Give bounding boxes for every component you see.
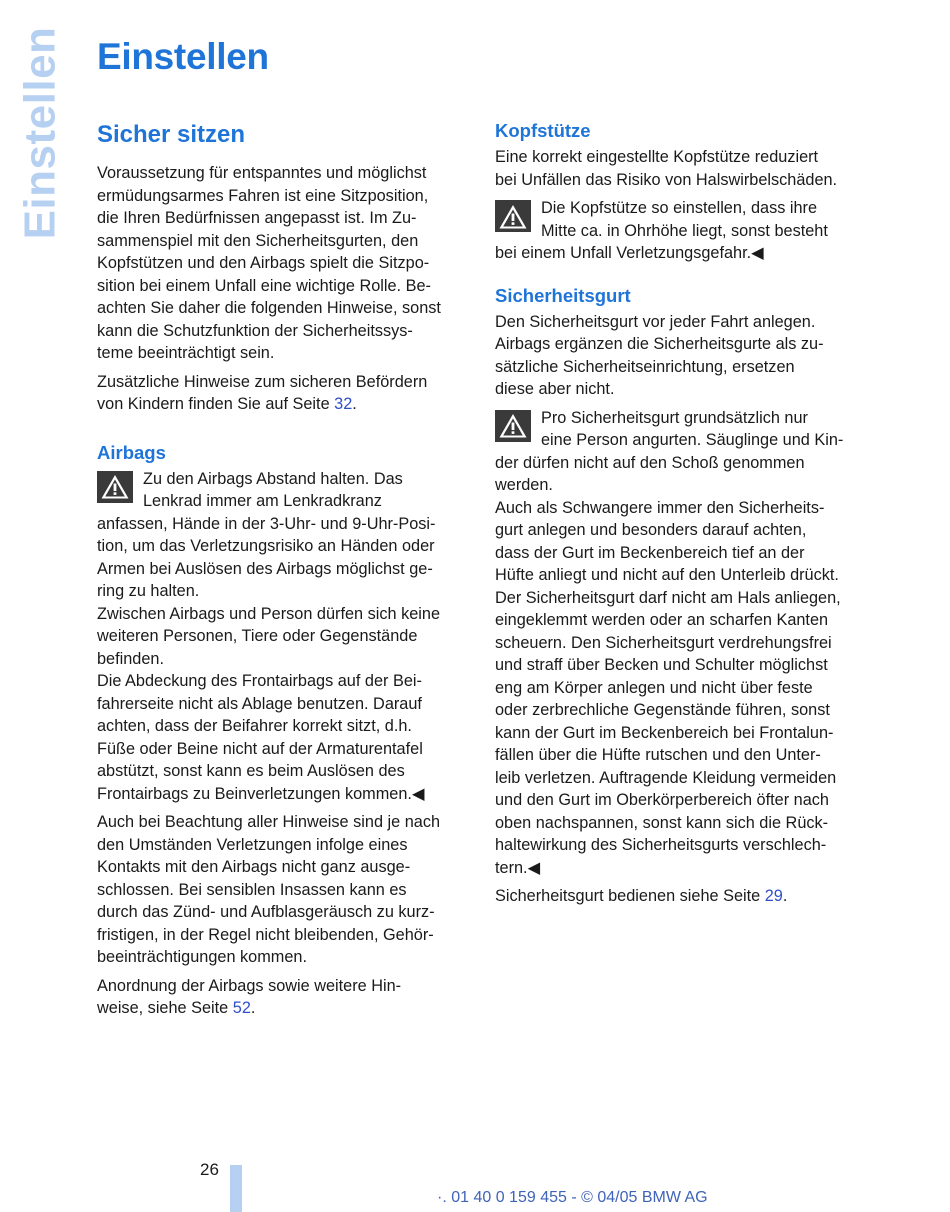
text-fragment: Sicherheitsgurt bedienen siehe Seite	[495, 887, 765, 905]
text-line: durch das Zünd- und Aufblasgeräusch zu kurz-	[97, 903, 435, 921]
text-line: befinden.	[97, 649, 164, 668]
text-line: Eine korrekt eingestellte Kopfstütze reduziert	[495, 148, 819, 166]
text-line: Hüfte anliegt und nicht auf den Unterleib drückt.	[495, 566, 839, 584]
text-line	[495, 885, 870, 908]
text-line: Anordnung der Airbags sowie weitere Hin-	[97, 976, 402, 995]
text-line: achten Sie daher die folgenden Hinweise, sonst	[97, 299, 441, 317]
text-line	[97, 783, 469, 806]
text-line: die Ihren Bedürfnissen angepasst ist. Im Zu-	[97, 209, 417, 227]
text-line: tion, um das Verletzungsrisiko an Händen oder	[97, 537, 435, 555]
text-line: sätzliche Sicherheitseinrichtung, ersetzen	[495, 357, 795, 376]
text-line: Zwischen Airbags und Person dürfen sich keine	[97, 604, 441, 623]
text-line: fahrerseite nicht als Ablage benutzen. Darauf	[97, 694, 422, 713]
text-line: Auch als Schwangere immer den Sicherheits-	[495, 498, 825, 517]
text-line: Kontakts mit den Airbags nicht ganz ausge-	[97, 858, 411, 876]
text-line: oder zerbrechliche Gegenstände führen, sonst	[495, 701, 830, 719]
footer-accent-bar	[230, 1165, 242, 1212]
text-fragment: tern.	[495, 858, 528, 877]
subsection-title-kopfstuetze: Kopfstütze	[495, 120, 591, 141]
text-line: fällen über die Hüfte rutschen und den Unter-	[495, 746, 821, 764]
warning-block-headrest	[495, 197, 870, 265]
warning-block-airbags	[97, 468, 469, 806]
warning-triangle-icon	[97, 471, 133, 503]
text-line: und straff über Becken und Schulter möglichst	[495, 656, 828, 674]
subsection-title-sicherheitsgurt: Sicherheitsgurt	[495, 284, 631, 306]
text-line: den Umständen Verletzungen infolge eines	[97, 835, 408, 854]
text-line	[495, 857, 870, 880]
end-arrow-icon: ◀	[411, 784, 425, 803]
text-line: fristigen, in der Regel nicht bleibenden, Gehör-	[97, 925, 434, 944]
text-line: Zusätzliche Hinweise zum sicheren Befördern	[97, 372, 428, 391]
text-line: Mitte ca. in Ohrhöhe liegt, sonst besteht	[541, 221, 828, 240]
text-line: scheuern. Den Sicherheitsgurt verdrehungsfrei	[495, 633, 832, 652]
text-line: eine Person angurten. Säuglinge und Kin-	[541, 431, 844, 449]
section-title-sicher-sitzen: Sicher sitzen	[97, 121, 246, 148]
text-line: ermüdungsarmes Fahren ist eine Sitzposition,	[97, 186, 429, 205]
text-line: Auch bei Beachtung aller Hinweise sind je nach	[97, 813, 441, 831]
page-link-52[interactable]: 52	[232, 999, 251, 1017]
text-line: gurt anlegen und besonders darauf achten,	[495, 521, 807, 539]
side-tab-label: Einstellen	[15, 26, 64, 240]
text-line: ring zu halten.	[97, 582, 200, 600]
headrest-paragraph	[495, 146, 870, 191]
text-line: schlossen. Bei sensiblen Insassen kann es	[97, 880, 407, 899]
side-tab	[15, 26, 64, 240]
text-fragment: weise, siehe Seite	[97, 999, 233, 1017]
end-arrow-icon: ◀	[751, 244, 764, 262]
text-line: Lenkrad immer am Lenkradkranz	[143, 492, 382, 510]
text-line: Die Kopfstütze so einstellen, dass ihre	[541, 199, 818, 217]
text-line: der dürfen nicht auf den Schoß genommen	[495, 453, 805, 472]
text-line: werden.	[495, 476, 553, 494]
text-line: Zu den Airbags Abstand halten. Das	[143, 469, 403, 488]
text-line	[97, 997, 469, 1020]
text-line: abstützt, sonst kann es beim Auslösen des	[97, 762, 405, 780]
text-fragment: .	[250, 999, 256, 1017]
text-line: eingeklemmt werden oder an scharfen Kanten	[495, 611, 829, 629]
airbags-note-paragraph	[97, 811, 469, 969]
subsection-title-airbags: Airbags	[97, 441, 166, 463]
text-line	[97, 393, 469, 416]
end-arrow-icon: ◀	[527, 858, 541, 877]
text-line: Füße oder Beine nicht auf der Armaturentafel	[97, 739, 423, 758]
text-line: achten, dass der Beifahrer korrekt sitzt, d.h.	[97, 717, 412, 735]
warning-triangle-icon	[495, 200, 531, 232]
text-line: und den Gurt im Oberkörperbereich öfter nach	[495, 791, 829, 809]
footer-document-code: ·. 01 40 0 159 455 - © 04/05 BMW AG	[437, 1189, 708, 1206]
text-line: kann der Gurt im Beckenbereich bei Frontalun-	[495, 723, 834, 742]
text-line: bei Unfällen das Risiko von Halswirbelschäden.	[495, 170, 838, 189]
belt-paragraph	[495, 311, 870, 401]
text-line: anfassen, Hände in der 3-Uhr- und 9-Uhr-Posi-	[97, 514, 436, 533]
text-line: leib verletzen. Auftragende Kleidung vermeiden	[495, 768, 837, 787]
right-column	[495, 118, 870, 914]
left-column	[97, 118, 469, 1026]
text-line: beeinträchtigungen kommen.	[97, 948, 307, 966]
belt-operate-paragraph	[495, 885, 870, 908]
text-line: Voraussetzung für entspanntes und möglichst	[97, 164, 427, 182]
text-line: Die Abdeckung des Frontairbags auf der Bei-	[97, 672, 422, 690]
page-link-32[interactable]: 32	[334, 395, 353, 413]
text-line: Airbags ergänzen die Sicherheitsgurte als zu-	[495, 335, 824, 353]
text-line: kann die Schutzfunktion der Sicherheitssys-	[97, 321, 413, 340]
text-fragment: .	[782, 887, 788, 905]
text-line: diese aber nicht.	[495, 380, 615, 398]
text-fragment: Frontairbags zu Beinverletzungen kommen.	[97, 784, 412, 803]
text-line: sition bei einem Unfall eine wichtige Rolle. Be-	[97, 276, 431, 295]
text-line	[495, 242, 870, 265]
arrangement-paragraph	[97, 975, 469, 1020]
text-line: sammenspiel mit den Sicherheitsgurten, den	[97, 231, 419, 250]
page-link-29[interactable]: 29	[764, 887, 783, 905]
text-fragment: bei einem Unfall Verletzungsgefahr.	[495, 244, 752, 262]
text-line: Den Sicherheitsgurt vor jeder Fahrt anlegen.	[495, 312, 816, 331]
text-fragment: von Kindern finden Sie auf Seite	[97, 395, 335, 413]
text-line: Pro Sicherheitsgurt grundsätzlich nur	[541, 408, 808, 427]
text-line: Armen bei Auslösen des Airbags möglichst ge-	[97, 559, 433, 578]
page-number: 26	[200, 1160, 219, 1179]
warning-block-belt	[495, 407, 870, 880]
text-line: Kopfstützen und den Airbags spielt die Sitzpo-	[97, 254, 430, 272]
text-line: dass der Gurt im Beckenbereich tief an der	[495, 543, 805, 562]
children-paragraph	[97, 371, 469, 416]
text-fragment: .	[352, 395, 357, 413]
intro-paragraph	[97, 162, 469, 365]
text-line: oben nachspannen, sonst kann sich die Rück-	[495, 813, 829, 832]
text-line: weiteren Personen, Tiere oder Gegenstände	[97, 627, 418, 645]
page-title: Einstellen	[97, 36, 269, 77]
warning-triangle-icon	[495, 410, 531, 442]
text-line: haltewirkung des Sicherheitsgurts verschlech-	[495, 836, 827, 854]
text-line: Der Sicherheitsgurt darf nicht am Hals anliegen,	[495, 588, 841, 607]
text-line: teme beeinträchtigt sein.	[97, 344, 275, 362]
text-line: eng am Körper anlegen und nicht über feste	[495, 678, 813, 697]
